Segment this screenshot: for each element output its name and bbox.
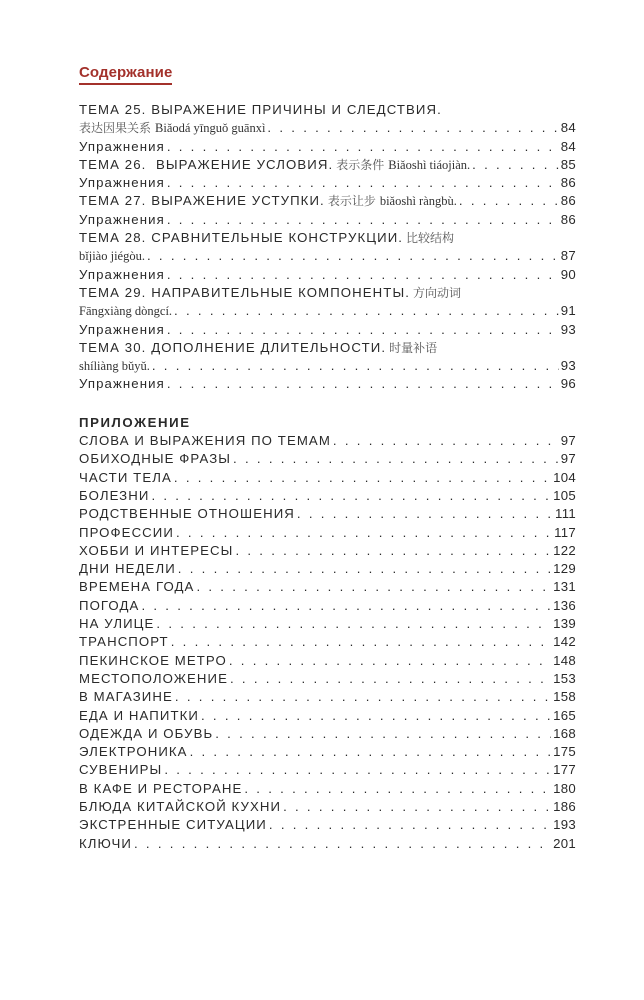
appendix-entry[interactable] (79, 707, 576, 725)
appendix-entry[interactable] (79, 835, 576, 853)
entry-title: ЭЛЕКТРОНИКА (79, 744, 188, 760)
page-number: 96 (560, 376, 576, 392)
page-number: 97 (560, 433, 576, 449)
page-number: 186 (553, 798, 576, 814)
appendix-entry[interactable] (79, 432, 576, 450)
entry-title: ПЕКИНСКОЕ МЕТРО (79, 652, 227, 668)
page-number: 142 (553, 634, 576, 650)
entry-title: ТЕМА 25. ВЫРАЖЕНИЕ ПРИЧИНЫ И СЛЕДСТВИЯ. (79, 102, 442, 117)
entry-chinese: 比较结构 (406, 231, 455, 246)
appendix-entry[interactable] (79, 743, 576, 761)
toc-entry[interactable] (79, 192, 576, 210)
entry-title: ХОББИ И ИНТЕРЕСЫ (79, 542, 234, 558)
toc-entry[interactable] (79, 101, 576, 119)
page-number: 148 (553, 652, 576, 668)
dot-leader (167, 321, 559, 339)
entry-title: БЛЮДА КИТАЙСКОЙ КУХНИ (79, 798, 282, 814)
dot-leader (174, 302, 559, 320)
entry-title: ТЕМА 29. НАПРАВИТЕЛЬНЫЕ КОМПОНЕНТЫ. (79, 284, 410, 300)
appendix-entry[interactable] (79, 560, 576, 578)
page-number: 177 (553, 762, 576, 778)
toc-entry[interactable] (79, 156, 576, 174)
page-number: 84 (560, 120, 576, 136)
entry-title: ОДЕЖДА И ОБУВЬ (79, 725, 214, 741)
page-number: 86 (560, 211, 576, 227)
entry-title: ЕДА И НАПИТКИ (79, 707, 199, 723)
page-number: 97 (560, 451, 576, 467)
dot-leader (196, 578, 551, 596)
appendix-entry[interactable] (79, 542, 576, 560)
entry-title: ТЕМА 26. ВЫРАЖЕНИЕ УСЛОВИЯ. (79, 156, 334, 172)
entry-title: В МАГАЗИНЕ (79, 689, 173, 705)
appendix-entry[interactable] (79, 578, 576, 596)
page-number: 91 (560, 303, 576, 319)
entry-title: НА УЛИЦЕ (79, 616, 155, 632)
page-number: 86 (560, 193, 576, 209)
toc-entry[interactable] (79, 284, 576, 302)
page-number: 111 (555, 506, 576, 522)
entry-title: Упражнения (79, 138, 165, 154)
toc-list (79, 101, 576, 394)
entry-chinese: 时量补语 (389, 340, 438, 355)
appendix-entry[interactable] (79, 469, 576, 487)
page-number: 105 (553, 487, 576, 503)
entry-title: ЭКСТРЕННЫЕ СИТУАЦИИ (79, 817, 267, 833)
toc-entry[interactable] (79, 119, 576, 137)
toc-entry[interactable] (79, 138, 576, 156)
dot-leader (230, 670, 551, 688)
entry-title: РОДСТВЕННЫЕ ОТНОШЕНИЯ (79, 506, 295, 522)
appendix-entry[interactable] (79, 798, 576, 816)
dot-leader (167, 174, 559, 192)
appendix-entry[interactable] (79, 597, 576, 615)
entry-chinese: 表达因果关系 (79, 121, 152, 136)
entry-chinese: 表示让步 (327, 194, 376, 209)
dot-leader (176, 524, 552, 542)
dot-leader (167, 375, 559, 393)
toc-entry[interactable] (79, 229, 576, 247)
entry-title: ПРОФЕССИИ (79, 524, 174, 540)
entry-title: ТЕМА 27. ВЫРАЖЕНИЕ УСТУПКИ. (79, 193, 325, 209)
page-number: 117 (554, 524, 576, 540)
dot-leader (178, 560, 551, 578)
dot-leader (283, 798, 551, 816)
appendix-entry[interactable] (79, 524, 576, 542)
page-number: 136 (553, 597, 576, 613)
entry-pinyin: biǎoshì ràngbù. (379, 194, 457, 209)
page-number: 87 (560, 248, 576, 264)
dot-leader (267, 119, 558, 137)
appendix-entry[interactable] (79, 670, 576, 688)
appendix-entry[interactable] (79, 816, 576, 834)
entry-title: КЛЮЧИ (79, 835, 132, 851)
entry-title: ПОГОДА (79, 597, 140, 613)
toc-entry[interactable] (79, 266, 576, 284)
entry-title: Упражнения (79, 211, 165, 227)
entry-title: ВРЕМЕНА ГОДА (79, 579, 195, 595)
page-number: 90 (560, 266, 576, 282)
toc-entry[interactable] (79, 247, 576, 265)
page-number: 131 (553, 579, 576, 595)
dot-leader (151, 487, 551, 505)
page-number: 122 (553, 542, 576, 558)
page-number: 129 (553, 561, 576, 577)
entry-chinese: 方向动词 (413, 285, 462, 300)
dot-leader (171, 633, 551, 651)
dot-leader (167, 138, 559, 156)
page-number: 175 (553, 744, 576, 760)
entry-title: СЛОВА И ВЫРАЖЕНИЯ ПО ТЕМАМ (79, 433, 331, 449)
appendix-list (79, 432, 576, 853)
page-number: 93 (560, 321, 576, 337)
appendix-entry[interactable] (79, 652, 576, 670)
dot-leader (175, 688, 551, 706)
toc-entry[interactable] (79, 321, 576, 339)
entry-title: ТЕМА 28. СРАВНИТЕЛЬНЫЕ КОНСТРУКЦИИ. (79, 230, 404, 246)
page-title: Содержание (79, 64, 172, 85)
page-number: 168 (553, 725, 576, 741)
dot-leader (297, 505, 553, 523)
page-number: 201 (553, 835, 576, 851)
dot-leader (269, 816, 551, 834)
appendix-entry[interactable] (79, 780, 576, 798)
dot-leader (229, 652, 551, 670)
entry-title: Упражнения (79, 175, 165, 191)
entry-title: МЕСТОПОЛОЖЕНИЕ (79, 670, 228, 686)
entry-pinyin: Biǎodá yīnguǒ guānxì (155, 121, 266, 136)
page-number: 84 (560, 138, 576, 154)
appendix-entry[interactable] (79, 615, 576, 633)
page-number: 180 (553, 780, 576, 796)
dot-leader (164, 761, 551, 779)
dot-leader (190, 743, 552, 761)
dot-leader (147, 247, 559, 265)
dot-leader (215, 725, 551, 743)
dot-leader (174, 469, 551, 487)
entry-title: ЧАСТИ ТЕЛА (79, 469, 172, 485)
entry-title: ТРАНСПОРТ (79, 634, 169, 650)
appendix-entry[interactable] (79, 725, 576, 743)
dot-leader (167, 211, 559, 229)
entry-title: Упражнения (79, 321, 165, 337)
entry-chinese: 表示条件 (336, 157, 385, 172)
toc-entry[interactable] (79, 339, 576, 357)
dot-leader (235, 542, 551, 560)
entry-title: ДНИ НЕДЕЛИ (79, 561, 176, 577)
appendix-entry[interactable] (79, 487, 576, 505)
appendix-entry[interactable] (79, 633, 576, 651)
dot-leader (459, 192, 559, 210)
dot-leader (141, 597, 551, 615)
dot-leader (134, 835, 551, 853)
entry-title: ТЕМА 30. ДОПОЛНЕНИЕ ДЛИТЕЛЬНОСТИ. (79, 339, 387, 355)
dot-leader (156, 615, 551, 633)
entry-pinyin: shíliàng bǔyǔ. (79, 359, 150, 374)
dot-leader (201, 707, 551, 725)
entry-title: ОБИХОДНЫЕ ФРАЗЫ (79, 451, 232, 467)
toc-entry[interactable] (79, 302, 576, 320)
appendix-entry[interactable] (79, 450, 576, 468)
entry-pinyin: Biǎoshì tiáojiàn. (388, 157, 471, 172)
page-number: 153 (553, 670, 576, 686)
dot-leader (472, 156, 559, 174)
page-number: 93 (560, 358, 576, 374)
page-number: 165 (553, 707, 576, 723)
dot-leader (233, 450, 559, 468)
page-number: 104 (553, 469, 576, 485)
entry-title: Упражнения (79, 376, 165, 392)
dot-leader (244, 780, 551, 798)
dot-leader (333, 432, 559, 450)
entry-pinyin: bǐjiào jiégòu. (79, 249, 145, 264)
appendix-title: ПРИЛОЖЕНИЕ (79, 414, 191, 430)
page-number: 158 (553, 689, 576, 705)
dot-leader (152, 357, 559, 375)
page-number: 193 (553, 817, 576, 833)
appendix-entry[interactable] (79, 688, 576, 706)
page-number: 86 (560, 175, 576, 191)
entry-title: СУВЕНИРЫ (79, 762, 163, 778)
entry-pinyin: Fāngxiàng dòngcí. (79, 304, 173, 319)
toc-entry[interactable] (79, 375, 576, 393)
page-number: 139 (553, 616, 576, 632)
page-number: 85 (560, 156, 576, 172)
toc-entry[interactable] (79, 211, 576, 229)
entry-title: В КАФЕ И РЕСТОРАНЕ (79, 780, 243, 796)
appendix-entry[interactable] (79, 505, 576, 523)
toc-entry[interactable] (79, 357, 576, 375)
entry-title: Упражнения (79, 266, 165, 282)
appendix-entry[interactable] (79, 761, 576, 779)
dot-leader (167, 266, 559, 284)
toc-entry[interactable] (79, 174, 576, 192)
entry-title: БОЛЕЗНИ (79, 487, 150, 503)
contents-page (79, 64, 576, 853)
